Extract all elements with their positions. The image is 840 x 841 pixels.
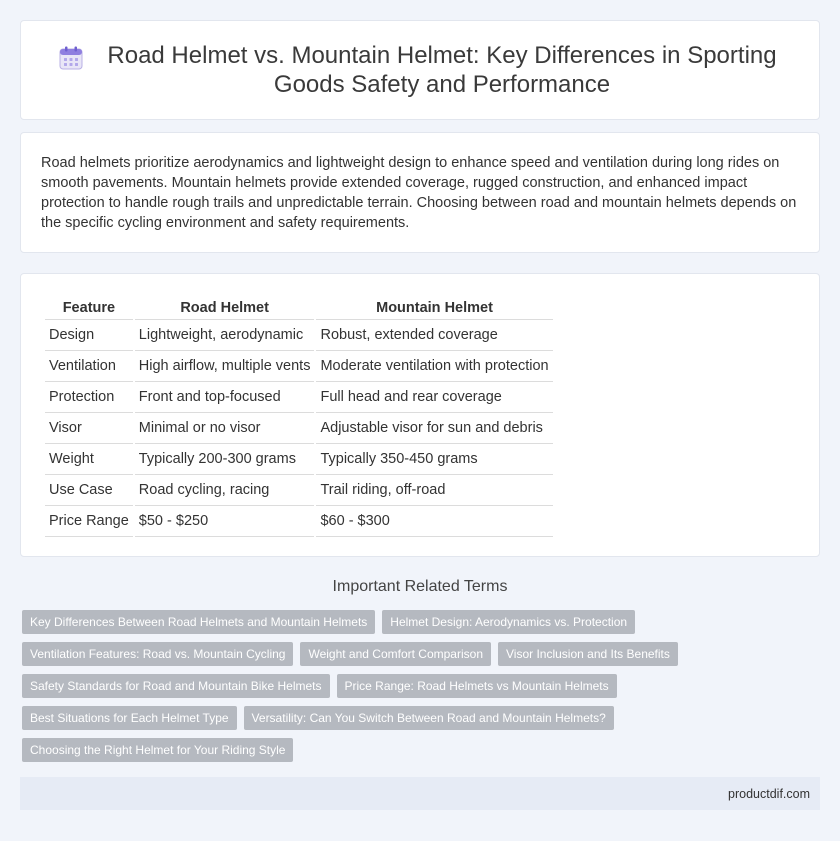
calendar-icon [58, 45, 84, 71]
comparison-table [43, 294, 555, 537]
related-term-tag[interactable]: Key Differences Between Road Helmets and Mountain Helmets [22, 610, 375, 634]
related-terms-tags [22, 610, 822, 762]
table-cell-feature: Design [45, 320, 133, 351]
comparison-table-card [20, 273, 820, 557]
table-row [45, 413, 553, 444]
table-cell-road: $50 - $250 [135, 506, 315, 537]
related-term-tag[interactable]: Safety Standards for Road and Mountain Bike Helmets [22, 674, 330, 698]
related-term-tag[interactable]: Versatility: Can You Switch Between Road and Mountain Helmets? [244, 706, 614, 730]
related-term-tag[interactable]: Choosing the Right Helmet for Your Riding Style [22, 738, 293, 762]
related-term-tag[interactable]: Visor Inclusion and Its Benefits [498, 642, 678, 666]
table-cell-feature: Price Range [45, 506, 133, 537]
intro-card [20, 132, 820, 253]
table-row [45, 506, 553, 537]
table-cell-feature: Ventilation [45, 351, 133, 382]
table-cell-mountain: $60 - $300 [316, 506, 552, 537]
table-header-row [45, 294, 553, 320]
column-header-feature: Feature [45, 294, 133, 320]
table-cell-mountain: Adjustable visor for sun and debris [316, 413, 552, 444]
table-cell-mountain: Full head and rear coverage [316, 382, 552, 413]
table-cell-mountain: Robust, extended coverage [316, 320, 552, 351]
table-cell-road: Lightweight, aerodynamic [135, 320, 315, 351]
column-header-mountain-helmet: Mountain Helmet [316, 294, 552, 320]
table-row [45, 475, 553, 506]
header-card [20, 20, 820, 120]
related-term-tag[interactable]: Best Situations for Each Helmet Type [22, 706, 237, 730]
table-cell-road: High airflow, multiple vents [135, 351, 315, 382]
table-cell-feature: Protection [45, 382, 133, 413]
table-cell-feature: Weight [45, 444, 133, 475]
table-row [45, 444, 553, 475]
related-term-tag[interactable]: Weight and Comfort Comparison [300, 642, 491, 666]
column-header-road-helmet: Road Helmet [135, 294, 315, 320]
table-cell-mountain: Trail riding, off-road [316, 475, 552, 506]
related-term-tag[interactable]: Helmet Design: Aerodynamics vs. Protection [382, 610, 635, 634]
table-row [45, 382, 553, 413]
footer-site-name[interactable]: productdif.com [728, 786, 810, 801]
table-cell-mountain: Typically 350-450 grams [316, 444, 552, 475]
table-row [45, 320, 553, 351]
page-title: Road Helmet vs. Mountain Helmet: Key Differences in Sporting Goods Safety and Performance [107, 42, 777, 98]
table-cell-feature: Use Case [45, 475, 133, 506]
header [58, 41, 782, 99]
table-cell-road: Road cycling, racing [135, 475, 315, 506]
related-terms-title: Important Related Terms [332, 578, 508, 595]
related-term-tag[interactable]: Ventilation Features: Road vs. Mountain Cycling [22, 642, 293, 666]
related-term-tag[interactable]: Price Range: Road Helmets vs Mountain Helmets [337, 674, 617, 698]
intro-text: Road helmets prioritize aerodynamics and lightweight design to enhance speed and ventilation during long rides on smooth pavements. Mountain helmets provide extended coverage, rugged construction, and enhanced impact protection to handle rough trails and unpredictable terrain. Choosing between road and mountain helmets depends on the specific cycling environment and safety requirements. [41, 155, 797, 231]
table-cell-road: Typically 200-300 grams [135, 444, 315, 475]
table-cell-road: Minimal or no visor [135, 413, 315, 444]
footer [20, 777, 820, 810]
table-cell-road: Front and top-focused [135, 382, 315, 413]
table-cell-mountain: Moderate ventilation with protection [316, 351, 552, 382]
table-cell-feature: Visor [45, 413, 133, 444]
table-row [45, 351, 553, 382]
